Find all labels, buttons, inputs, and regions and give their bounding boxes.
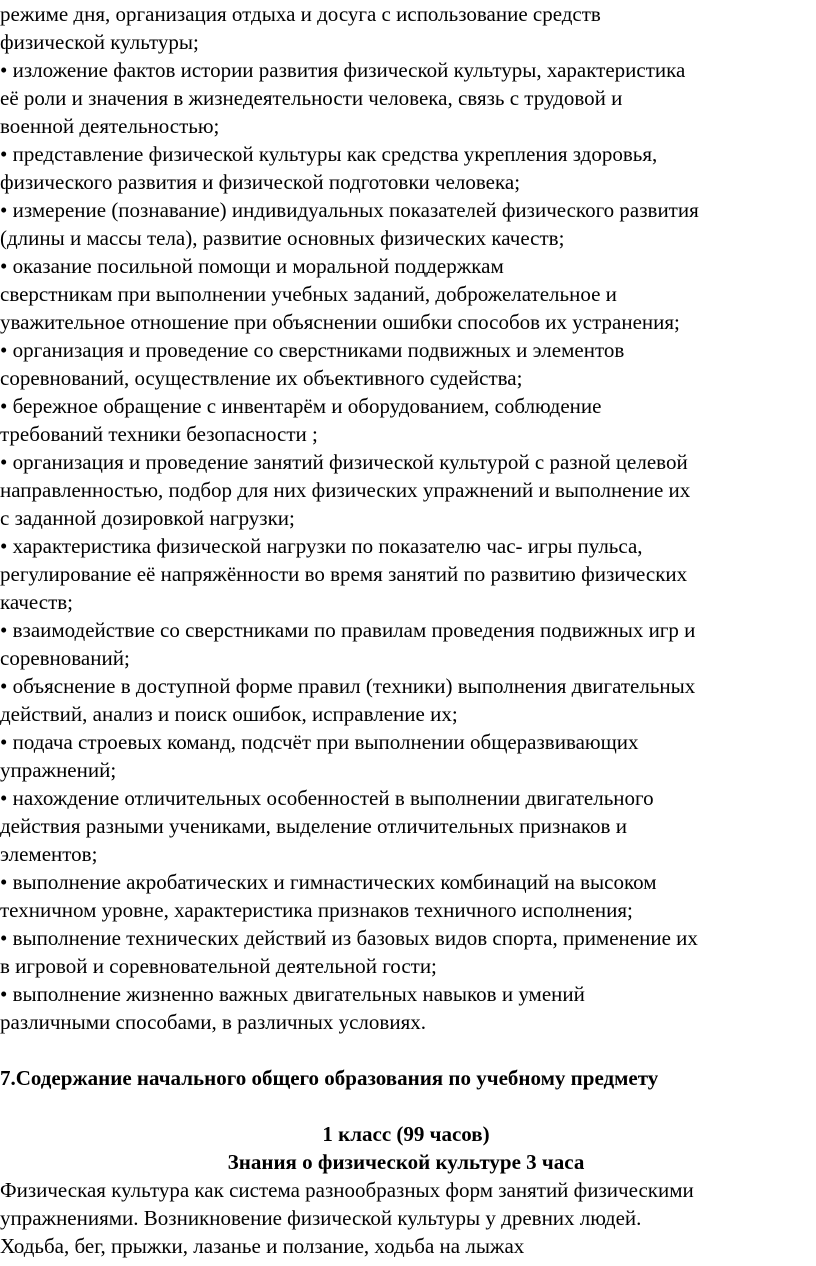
text-line: • организация и проведение со сверстниками подвижных и элементов — [0, 338, 625, 362]
text-line: её роли и значения в жизнедеятельности человека, связь с трудовой и — [0, 86, 623, 110]
text-line: • выполнение акробатических и гимнастических комбинаций на высоком — [0, 870, 657, 894]
text-line: техничном уровне, характеристика признаков техничного исполнения; — [0, 898, 633, 922]
text-line: • представление физической культуры как средства укрепления здоровья, — [0, 142, 658, 166]
text-line: • организация и проведение занятий физической культурой с разной целевой — [0, 450, 688, 474]
text-line: регулирование её напряжённости во время занятий по развитию физических — [0, 562, 688, 586]
class-title: 1 класс (99 часов) — [322, 1122, 490, 1146]
text-line: • характеристика физической нагрузки по показателю час- игры пульса, — [0, 534, 643, 558]
text-line: физической культуры; — [0, 30, 199, 54]
text-line: элементов; — [0, 842, 98, 866]
text-line: соревнований; — [0, 646, 130, 670]
spacer — [0, 1036, 812, 1064]
text-line: в игровой и соревновательной деятельной гости; — [0, 954, 437, 978]
subsection-text — [0, 1176, 812, 1260]
text-line: физического развития и физической подготовки человека; — [0, 170, 521, 194]
text-line: (длины и массы тела), развитие основных физических качеств; — [0, 226, 565, 250]
text-line: • подача строевых команд, подсчёт при выполнении общеразвивающих — [0, 730, 639, 754]
text-line: • выполнение жизненно важных двигательных навыков и умений — [0, 982, 585, 1006]
section-heading: 7.Содержание начального общего образования по учебному предмету — [0, 1066, 659, 1090]
text-line: качеств; — [0, 590, 74, 614]
text-line: • объяснение в доступной форме правил (техники) выполнения двигательных — [0, 674, 696, 698]
spacer — [0, 1092, 812, 1120]
text-line: • взаимодействие со сверстниками по правилам проведения подвижных игр и — [0, 618, 696, 642]
text-line: • выполнение технических действий из базовых видов спорта, применение их — [0, 926, 698, 950]
text-line: соревнований, осуществление их объективного судейства; — [0, 366, 523, 390]
text-line: • измерение (познавание) индивидуальных показателей физического развития — [0, 198, 699, 222]
text-line: различными способами, в различных условиях. — [0, 1010, 426, 1034]
text-line: уважительное отношение при объяснении ошибки способов их устранения; — [0, 310, 680, 334]
text-line: направленностью, подбор для них физических упражнений и выполнение их — [0, 478, 691, 502]
text-line: • нахождение отличительных особенностей в выполнении двигательного — [0, 786, 654, 810]
text-line: режиме дня, организация отдыха и досуга с использование средств — [0, 2, 601, 26]
text-line: • бережное обращение с инвентарём и оборудованием, соблюдение — [0, 394, 602, 418]
text-line: с заданной дозировкой нагрузки; — [0, 506, 295, 530]
text-line: упражнений; — [0, 758, 117, 782]
text-line: упражнениями. Возникновение физической культуры у древних людей. — [0, 1206, 642, 1230]
subsection-title: Знания о физической культуре 3 часа — [227, 1150, 585, 1174]
text-line: военной деятельностью; — [0, 114, 220, 138]
text-line: Физическая культура как система разнообразных форм занятий физическими — [0, 1178, 694, 1202]
text-line: Ходьба, бег, прыжки, лазанье и ползание, ходьба на лыжах — [0, 1234, 525, 1258]
text-line: сверстникам при выполнении учебных заданий, доброжелательное и — [0, 282, 617, 306]
text-line: требований техники безопасности ; — [0, 422, 318, 446]
text-line: действия разными учениками, выделение отличительных признаков и — [0, 814, 627, 838]
text-line: • оказание посильной помощи и моральной поддержкам — [0, 254, 504, 278]
text-line: действий, анализ и поиск ошибок, исправление их; — [0, 702, 458, 726]
text-line: • изложение фактов истории развития физической культуры, характеристика — [0, 58, 686, 82]
